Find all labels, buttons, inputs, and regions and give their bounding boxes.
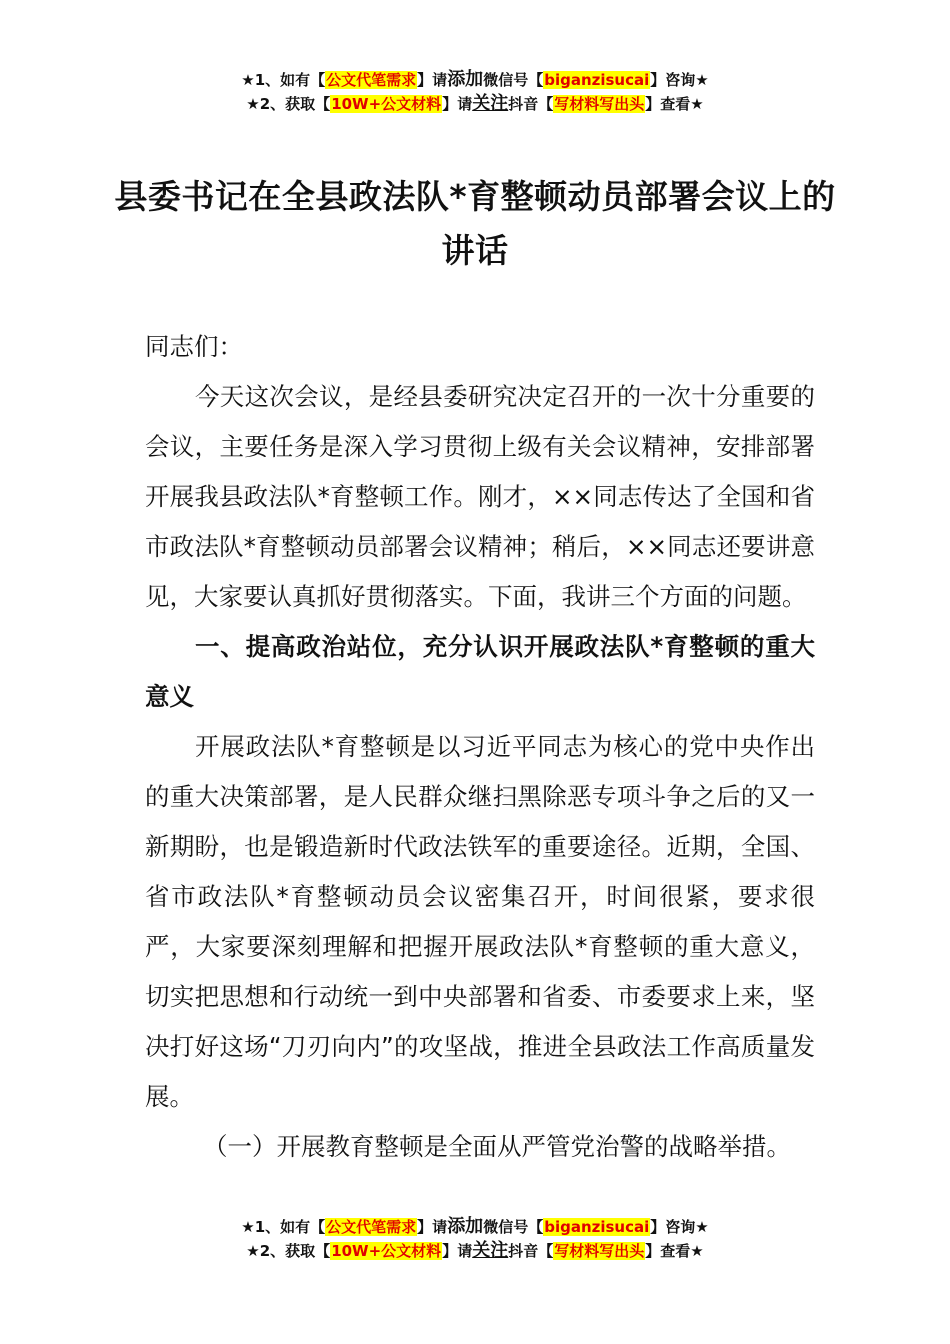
promo-wechat-id: biganzisucai [544, 71, 650, 89]
salutation: 同志们： [145, 332, 243, 361]
promo-line-2: ★2、获取【10W+公文材料】请关注抖音【写材料写出头】查看★ [246, 93, 704, 114]
paragraph-2: 开展政法队*育整顿是以习近平同志为核心的党中央作出的重大决策部署，是人民群众继扫黑除恶专项斗争之后的又一新期盼，也是锻造新时代政法铁军的重要途径。近期，全国、省市政法队*育整顿动员会议密集召开，时间很紧，要求很严，大家要深刻理解和把握开展政法队*育整顿的重大意义，切实把思想和行动统一到中央部署和省委、市委要求上来，坚决打好这场“刀刃向内”的攻坚战，推进全县政法工作高质量发展。 [145, 732, 815, 1111]
subheading-1: （一）开展教育整顿是全面从严管党治警的战略举措。 [203, 1132, 791, 1161]
top-promo-banner [0, 68, 950, 116]
promo-douyin-id: 写材料写出头 [554, 1242, 645, 1260]
promo-douyin-id: 写材料写出头 [554, 95, 645, 113]
document-title: 县委书记在全县政法队*育整顿动员部署会议上的讲话 [114, 177, 836, 270]
promo-line-1: ★1、如有【公文代笔需求】请添加微信号【biganzisucai】咨询★ [241, 1216, 709, 1237]
bottom-promo-banner [0, 1215, 950, 1263]
section-heading-1: 一、提高政治站位，充分认识开展政法队*育整顿的重大意义 [145, 632, 815, 711]
promo-line-1: ★1、如有【公文代笔需求】请添加微信号【biganzisucai】咨询★ [241, 69, 709, 90]
promo-highlight: 公文代笔需求 [326, 1218, 417, 1236]
promo-line-2: ★2、获取【10W+公文材料】请关注抖音【写材料写出头】查看★ [246, 1240, 704, 1261]
promo-highlight: 公文代笔需求 [326, 71, 417, 89]
promo-highlight: 10W+公文材料 [331, 1242, 442, 1260]
paragraph-1: 今天这次会议，是经县委研究决定召开的一次十分重要的会议，主要任务是深入学习贯彻上级有关会议精神，安排部署开展我县政法队*育整顿工作。刚才，××同志传达了全国和省市政法队*育整顿动员部署会议精神；稍后，××同志还要讲意见，大家要认真抓好贯彻落实。下面，我讲三个方面的问题。 [145, 382, 815, 611]
promo-highlight: 10W+公文材料 [331, 95, 442, 113]
document-body [145, 322, 815, 1172]
promo-wechat-id: biganzisucai [544, 1218, 650, 1236]
